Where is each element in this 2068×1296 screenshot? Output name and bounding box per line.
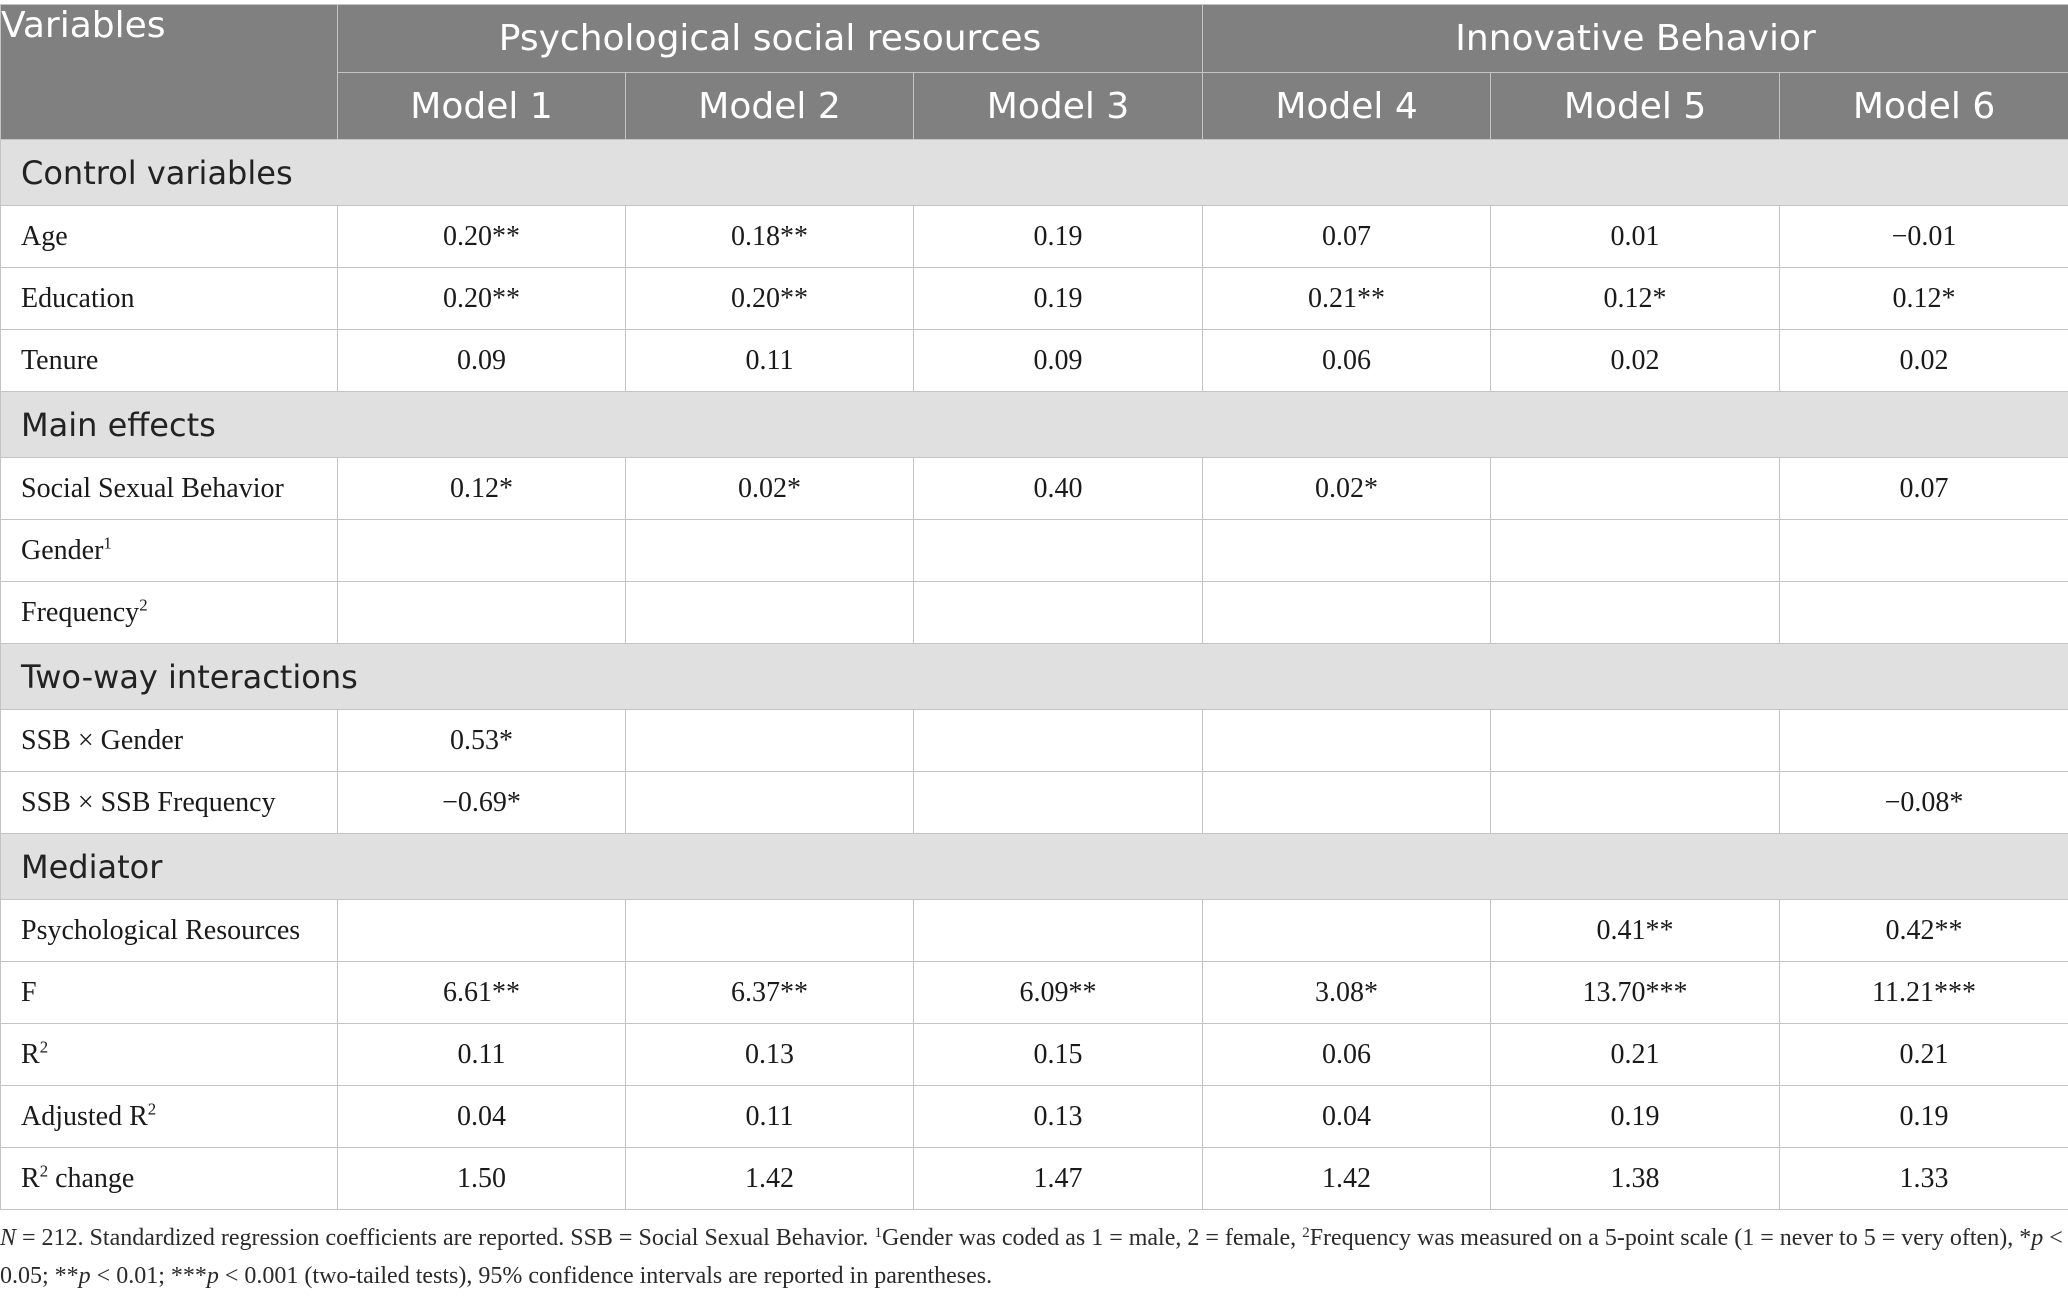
cell (1491, 582, 1780, 644)
cell: 1.38 (1491, 1148, 1780, 1210)
note-text: = 212. Standardized regression coefficients are reported. SSB = Social Sexual Behavior. (16, 1225, 875, 1251)
footnote-marker: 1 (874, 1225, 882, 1241)
row-label: Tenure (1, 330, 338, 392)
cell: 0.19 (1491, 1086, 1780, 1148)
cell (626, 900, 914, 962)
cell: 0.02* (1203, 458, 1491, 520)
cell: 0.02 (1491, 330, 1780, 392)
cell (1491, 710, 1780, 772)
table-row (1, 520, 2068, 582)
note-text: Frequency was measured on a 5-point scale (1 = never to 5 = very often), * (1309, 1225, 2032, 1251)
cell: 0.11 (338, 1024, 626, 1086)
superscript: 2 (39, 1037, 49, 1057)
superscript: 2 (147, 1099, 157, 1119)
section-label: Two-way interactions (1, 644, 2068, 710)
cell: 0.42** (1780, 900, 2068, 962)
table-row (1, 1086, 2068, 1148)
note-text: < 0.01; *** (90, 1263, 207, 1289)
cell: 1.47 (914, 1148, 1203, 1210)
cell: 0.06 (1203, 1024, 1491, 1086)
group-header-psychological-resources: Psychological social resources (338, 5, 1203, 73)
cell: 0.21 (1491, 1024, 1780, 1086)
model-header: Model 2 (626, 73, 914, 140)
group-header-innovative-behavior: Innovative Behavior (1203, 5, 2068, 73)
table-row (1, 458, 2068, 520)
section-row (1, 140, 2068, 206)
cell (914, 900, 1203, 962)
table-row (1, 1148, 2068, 1210)
row-label: Age (1, 206, 338, 268)
row-label-text: Frequency (21, 596, 140, 628)
cell: 6.61** (338, 962, 626, 1024)
cell (914, 772, 1203, 834)
cell: 6.37** (626, 962, 914, 1024)
cell: 0.06 (1203, 330, 1491, 392)
model-header: Model 1 (338, 73, 626, 140)
cell: 0.01 (1491, 206, 1780, 268)
cell: −0.69* (338, 772, 626, 834)
row-label: F (1, 962, 338, 1024)
cell: 0.20** (338, 206, 626, 268)
cell (1780, 710, 2068, 772)
cell (626, 710, 914, 772)
cell (1780, 520, 2068, 582)
row-label: Psychological Resources (1, 900, 338, 962)
cell: 0.40 (914, 458, 1203, 520)
cell: 13.70*** (1491, 962, 1780, 1024)
cell (914, 582, 1203, 644)
table-row (1, 206, 2068, 268)
section-label: Mediator (1, 834, 2068, 900)
note-p: p (206, 1263, 219, 1289)
cell: 0.19 (1780, 1086, 2068, 1148)
cell: 0.02* (626, 458, 914, 520)
model-header: Model 5 (1491, 73, 1780, 140)
cell: 0.12* (338, 458, 626, 520)
cell: 11.21*** (1780, 962, 2068, 1024)
cell: 0.19 (914, 268, 1203, 330)
row-label: SSB × SSB Frequency (1, 772, 338, 834)
cell: 3.08* (1203, 962, 1491, 1024)
cell: 0.04 (338, 1086, 626, 1148)
cell: 0.09 (914, 330, 1203, 392)
cell: 0.07 (1203, 206, 1491, 268)
cell: 0.04 (1203, 1086, 1491, 1148)
cell: 0.20** (626, 268, 914, 330)
table-footnote (0, 1214, 2068, 1295)
table-row (1, 268, 2068, 330)
cell (1780, 582, 2068, 644)
note-n: N (0, 1225, 17, 1251)
row-label-text: R (21, 1162, 40, 1194)
cell: 0.19 (914, 206, 1203, 268)
cell (1203, 710, 1491, 772)
table-row (1, 962, 2068, 1024)
cell (914, 710, 1203, 772)
cell: 0.15 (914, 1024, 1203, 1086)
cell (626, 772, 914, 834)
footnote-marker: 2 (1302, 1225, 1310, 1241)
cell (1203, 900, 1491, 962)
cell: 1.33 (1780, 1148, 2068, 1210)
row-label-text: Gender (21, 534, 104, 566)
cell: −0.08* (1780, 772, 2068, 834)
cell (338, 520, 626, 582)
footnote-marker: 1 (103, 533, 112, 553)
model-header: Model 4 (1203, 73, 1491, 140)
cell: 0.21** (1203, 268, 1491, 330)
cell (626, 520, 914, 582)
section-row (1, 834, 2068, 900)
cell (914, 520, 1203, 582)
table-row (1, 710, 2068, 772)
cell (338, 900, 626, 962)
row-label: Social Sexual Behavior (1, 458, 338, 520)
row-label-text: Adjusted R (21, 1100, 148, 1132)
cell (626, 582, 914, 644)
cell: 0.11 (626, 330, 914, 392)
note-text: < 0.001 (two-tailed tests), 95% confidence intervals are reported in parentheses. (218, 1263, 993, 1289)
model-header: Model 6 (1780, 73, 2068, 140)
table-row (1, 1024, 2068, 1086)
cell: 0.11 (626, 1086, 914, 1148)
cell (338, 582, 626, 644)
row-label (1, 1148, 338, 1210)
cell (1491, 520, 1780, 582)
regression-table (0, 4, 2068, 1210)
cell: 0.18** (626, 206, 914, 268)
footnote-marker: 2 (139, 595, 148, 615)
note-text: < 0.05; ** (0, 1225, 2063, 1289)
cell: 0.12* (1780, 268, 2068, 330)
cell: 0.12* (1491, 268, 1780, 330)
cell: 1.42 (1203, 1148, 1491, 1210)
row-label-suffix: change (48, 1162, 135, 1194)
cell: 0.21 (1780, 1024, 2068, 1086)
table-row (1, 330, 2068, 392)
cell: 0.09 (338, 330, 626, 392)
table-row (1, 582, 2068, 644)
variables-header: Variables (1, 5, 338, 140)
row-label: Education (1, 268, 338, 330)
section-row (1, 644, 2068, 710)
cell: 0.53* (338, 710, 626, 772)
row-label (1, 1086, 338, 1148)
cell: 1.50 (338, 1148, 626, 1210)
note-text: Gender was coded as 1 = male, 2 = female, (881, 1225, 1303, 1251)
cell: 0.41** (1491, 900, 1780, 962)
row-label (1, 520, 338, 582)
cell: 0.13 (626, 1024, 914, 1086)
cell (1203, 520, 1491, 582)
model-header: Model 3 (914, 73, 1203, 140)
cell: −0.01 (1780, 206, 2068, 268)
cell: 0.07 (1780, 458, 2068, 520)
table-row (1, 900, 2068, 962)
cell: 0.02 (1780, 330, 2068, 392)
section-row (1, 392, 2068, 458)
cell (1491, 772, 1780, 834)
cell (1203, 772, 1491, 834)
cell (1491, 458, 1780, 520)
cell: 1.42 (626, 1148, 914, 1210)
section-label: Main effects (1, 392, 2068, 458)
cell: 6.09** (914, 962, 1203, 1024)
superscript: 2 (39, 1161, 49, 1181)
note-p: p (2031, 1225, 2044, 1251)
table-row (1, 772, 2068, 834)
row-label (1, 1024, 338, 1086)
section-label: Control variables (1, 140, 2068, 206)
cell (1203, 582, 1491, 644)
row-label (1, 582, 338, 644)
note-p: p (78, 1263, 91, 1289)
row-label-text: R (21, 1038, 40, 1070)
cell: 0.20** (338, 268, 626, 330)
row-label: SSB × Gender (1, 710, 338, 772)
cell: 0.13 (914, 1086, 1203, 1148)
